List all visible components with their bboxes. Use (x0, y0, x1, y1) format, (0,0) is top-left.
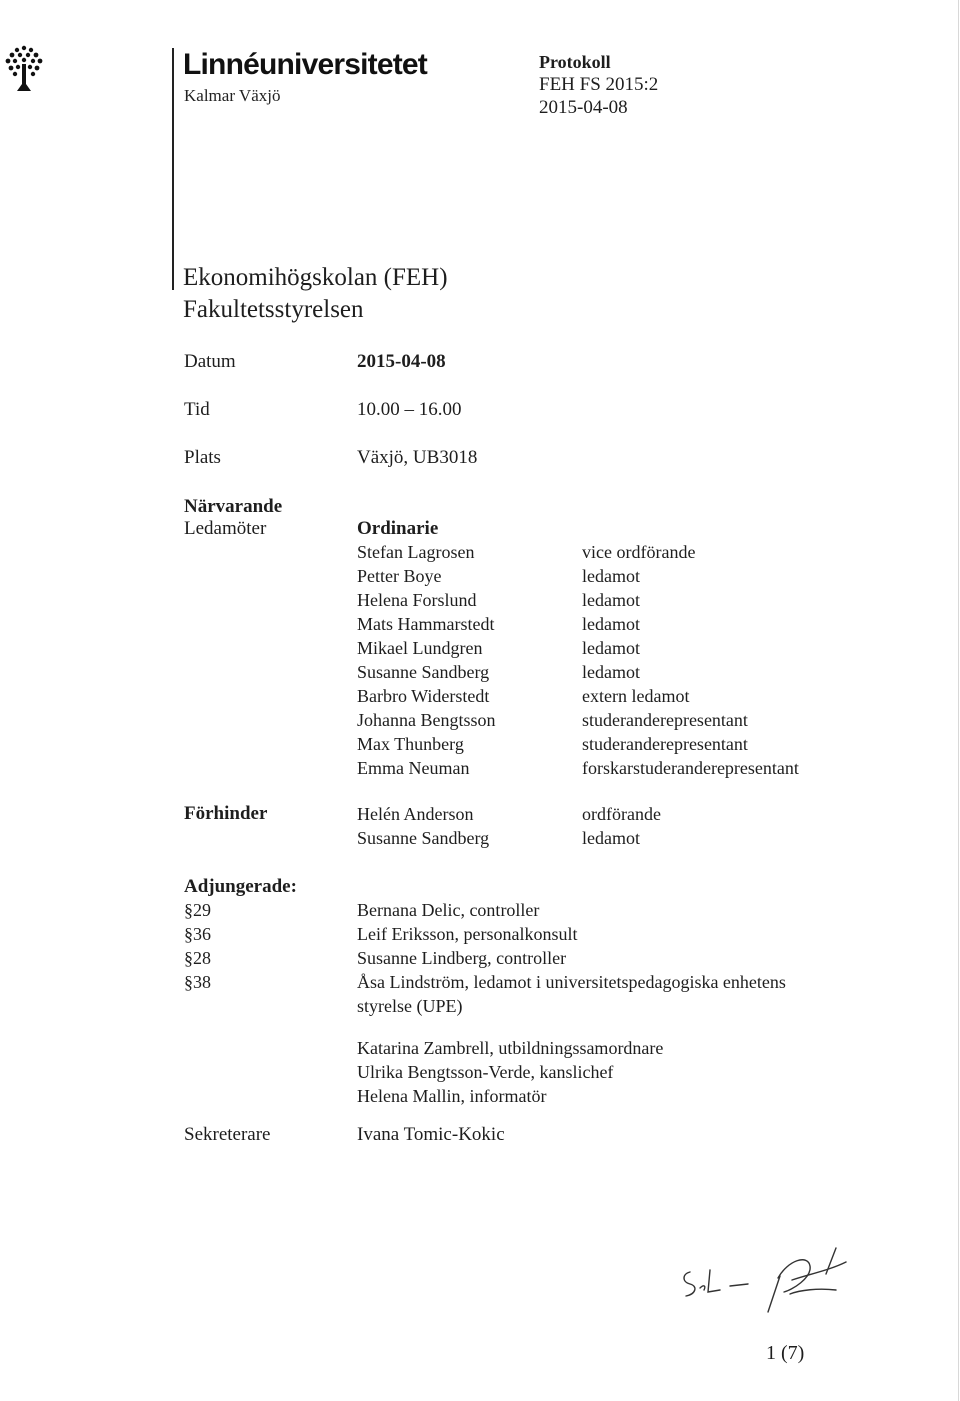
absent-roles (582, 802, 661, 850)
absent-name: Susanne Sandberg (357, 828, 490, 848)
place-label: Plats (184, 447, 221, 468)
adjunct-section: §36 (184, 924, 211, 944)
member-name: Mats Hammarstedt (357, 614, 495, 634)
member-name: Petter Boye (357, 566, 442, 586)
adjunct-others (357, 1036, 663, 1108)
time-label: Tid (184, 399, 210, 420)
member-role: ledamot (582, 614, 640, 634)
present-roles (582, 540, 799, 780)
member-role: ledamot (582, 566, 640, 586)
board-name: Fakultetsstyrelsen (183, 296, 364, 323)
adjunct-section: §29 (184, 900, 211, 920)
absent-names (357, 802, 489, 850)
adjunct-person: Susanne Lindberg, controller (357, 948, 567, 968)
adjunct-person: Leif Eriksson, personalkonsult (357, 924, 578, 944)
member-name: Emma Neuman (357, 758, 470, 778)
absent-role: ledamot (582, 828, 640, 848)
place-value: Växjö, UB3018 (357, 447, 478, 468)
member-name: Mikael Lundgren (357, 638, 483, 658)
member-name: Johanna Bengtsson (357, 710, 496, 730)
present-heading: Närvarande (184, 496, 283, 517)
absent-name: Helén Anderson (357, 804, 474, 824)
present-names (357, 540, 496, 780)
member-role: ledamot (582, 638, 640, 658)
adjunct-persons (357, 898, 786, 1018)
member-name: Stefan Lagrosen (357, 542, 475, 562)
university-name: Linnéuniversitetet (183, 48, 427, 81)
member-role: ledamot (582, 590, 640, 610)
adjunct-person: Bernana Delic, controller (357, 900, 540, 920)
adjunct-other: Katarina Zambrell, utbildningssamordnare (357, 1038, 664, 1058)
header-divider (172, 48, 174, 290)
adjunct-section: §38 (184, 972, 211, 992)
member-name: Max Thunberg (357, 734, 464, 754)
member-role: forskarstuderanderepresentant (582, 758, 799, 778)
document-date: 2015-04-08 (539, 97, 628, 118)
adjunct-section: §28 (184, 948, 211, 968)
date-label: Datum (184, 351, 236, 372)
ordinary-heading: Ordinarie (357, 518, 439, 539)
tree-logo-icon (4, 44, 44, 92)
secretary-name: Ivana Tomic-Kokic (357, 1124, 505, 1145)
member-role: vice ordförande (582, 542, 696, 562)
member-role: studeranderepresentant (582, 710, 748, 730)
secretary-label: Sekreterare (184, 1124, 271, 1145)
document-type: Protokoll (539, 52, 611, 72)
member-role: studeranderepresentant (582, 734, 748, 754)
adjunct-other: Ulrika Bengtsson-Verde, kanslichef (357, 1062, 614, 1082)
handwritten-signature (660, 1230, 860, 1320)
date-value: 2015-04-08 (357, 351, 446, 372)
member-name: Helena Forslund (357, 590, 477, 610)
member-role: ledamot (582, 662, 640, 682)
time-value: 10.00 – 16.00 (357, 399, 462, 420)
adjunct-heading: Adjungerade: (184, 876, 297, 897)
adjunct-person: Åsa Lindström, ledamot i universitetspedagogiska enhetens (357, 972, 786, 992)
document-number: FEH FS 2015:2 (539, 74, 659, 95)
members-label: Ledamöter (184, 518, 267, 539)
scan-edge-line (958, 0, 959, 1401)
member-name: Barbro Widerstedt (357, 686, 490, 706)
adjunct-other: Helena Mallin, informatör (357, 1086, 547, 1106)
adjunct-sections (184, 898, 211, 994)
member-name: Susanne Sandberg (357, 662, 490, 682)
page-number: 1 (7) (766, 1342, 805, 1364)
absent-role: ordförande (582, 804, 661, 824)
school-name: Ekonomihögskolan (FEH) (183, 264, 448, 291)
adjunct-person-continuation: styrelse (UPE) (357, 996, 463, 1016)
member-role: extern ledamot (582, 686, 690, 706)
university-subtitle: Kalmar Växjö (184, 86, 281, 105)
absent-label: Förhinder (184, 803, 268, 824)
